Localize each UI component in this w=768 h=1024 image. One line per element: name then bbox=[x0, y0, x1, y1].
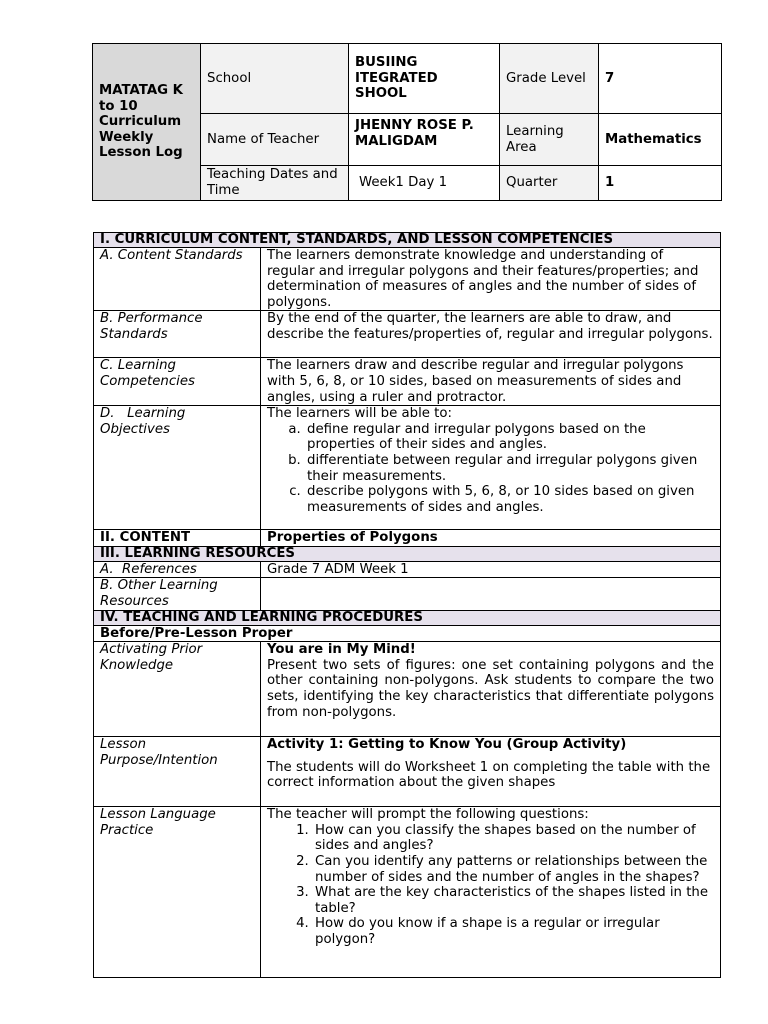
prior-knowledge-cell bbox=[261, 642, 721, 737]
section-content: II. CONTENT bbox=[94, 530, 261, 547]
lesson-log-title: MATATAG K to 10 Curriculum Weekly Lesson Log bbox=[93, 44, 201, 201]
other-resources-label: B. Other Learning Resources bbox=[94, 578, 261, 610]
list-item: a. define regular and irregular polygons based on the properties of their sides and angles. bbox=[305, 422, 714, 453]
list-item: 3. What are the key characteristics of the shapes listed in the table? bbox=[313, 885, 714, 916]
before-lesson-heading: Before/Pre-Lesson Proper bbox=[94, 625, 721, 642]
school-label: School bbox=[201, 44, 349, 114]
prior-knowledge-label: Activating Prior Knowledge bbox=[94, 642, 261, 737]
learning-objectives-cell bbox=[261, 406, 721, 530]
performance-standards-text: By the end of the quarter, the learners are able to draw, and describe the features/properties of, regular and irregular polygons. bbox=[261, 311, 721, 358]
content-standards-text: The learners demonstrate knowledge and understanding of regular and irregular polygons and their features/properties; and determination of measures of angles and the number of sides of polygons. bbox=[261, 248, 721, 311]
learning-objectives-list bbox=[267, 422, 714, 516]
list-item: 1. How can you classify the shapes based on the number of sides and angles? bbox=[313, 823, 714, 854]
lesson-purpose-cell bbox=[261, 737, 721, 807]
school-value: BUSIING ITEGRATED SHOOL bbox=[349, 44, 500, 114]
teacher-value: JHENNY ROSE P. MALIGDAM bbox=[349, 114, 500, 166]
section-curriculum-content: I. CURRICULUM CONTENT, STANDARDS, AND LESSON COMPETENCIES bbox=[94, 233, 721, 248]
language-practice-label: Lesson Language Practice bbox=[94, 807, 261, 978]
lesson-log-table bbox=[93, 232, 721, 978]
grade-level-label: Grade Level bbox=[500, 44, 599, 114]
quarter-label: Quarter bbox=[500, 166, 599, 201]
grade-level-value: 7 bbox=[599, 44, 722, 114]
learning-competencies-label: C. Learning Competencies bbox=[94, 358, 261, 406]
list-item: 2. Can you identify any patterns or relationships between the number of sides and the number of angles in the shapes? bbox=[313, 854, 714, 885]
references-value: Grade 7 ADM Week 1 bbox=[261, 561, 721, 578]
learning-area-value: Mathematics bbox=[599, 114, 722, 166]
header-table bbox=[92, 43, 722, 201]
learning-objectives-intro: The learners will be able to: bbox=[267, 406, 452, 422]
teacher-label: Name of Teacher bbox=[201, 114, 349, 166]
list-item: b. differentiate between regular and irregular polygons given their measurements. bbox=[305, 453, 714, 484]
lesson-purpose-title: Activity 1: Getting to Know You (Group Activity) bbox=[267, 737, 627, 753]
prior-knowledge-title: You are in My Mind! bbox=[267, 642, 416, 658]
language-practice-cell bbox=[261, 807, 721, 978]
list-item: 4. How do you know if a shape is a regular or irregular polygon? bbox=[313, 916, 714, 947]
prior-knowledge-text: Present two sets of figures: one set containing polygons and the other containing non-polygons. Ask students to compare the two sets, identifying the key characteristics that differentiate polygons from non-polygons. bbox=[267, 657, 714, 720]
list-item: c. describe polygons with 5, 6, 8, or 10 sides based on given measurements of sides and angles. bbox=[305, 484, 714, 515]
language-practice-intro: The teacher will prompt the following questions: bbox=[267, 807, 589, 823]
references-label: A. References bbox=[94, 561, 261, 578]
teaching-dates-value: Week1 Day 1 bbox=[349, 166, 500, 201]
section-teaching-procedures: IV. TEACHING AND LEARNING PROCEDURES bbox=[94, 610, 721, 625]
learning-competencies-text: The learners draw and describe regular and irregular polygons with 5, 6, 8, or 10 sides, based on measurements of sides and angles, using a ruler and protractor. bbox=[261, 358, 721, 406]
lesson-purpose-text: The students will do Worksheet 1 on completing the table with the correct information about the given shapes bbox=[267, 759, 711, 791]
lesson-purpose-label: Lesson Purpose/Intention bbox=[94, 737, 261, 807]
other-resources-value bbox=[261, 578, 721, 610]
content-value: Properties of Polygons bbox=[261, 530, 721, 547]
learning-objectives-label: D. Learning Objectives bbox=[94, 406, 261, 530]
quarter-value: 1 bbox=[599, 166, 722, 201]
performance-standards-label: B. Performance Standards bbox=[94, 311, 261, 358]
teaching-dates-label: Teaching Dates and Time bbox=[201, 166, 349, 201]
section-learning-resources: III. LEARNING RESOURCES bbox=[94, 546, 721, 561]
learning-area-label: Learning Area bbox=[500, 114, 599, 166]
language-practice-questions bbox=[267, 823, 714, 948]
content-standards-label: A. Content Standards bbox=[94, 248, 261, 311]
